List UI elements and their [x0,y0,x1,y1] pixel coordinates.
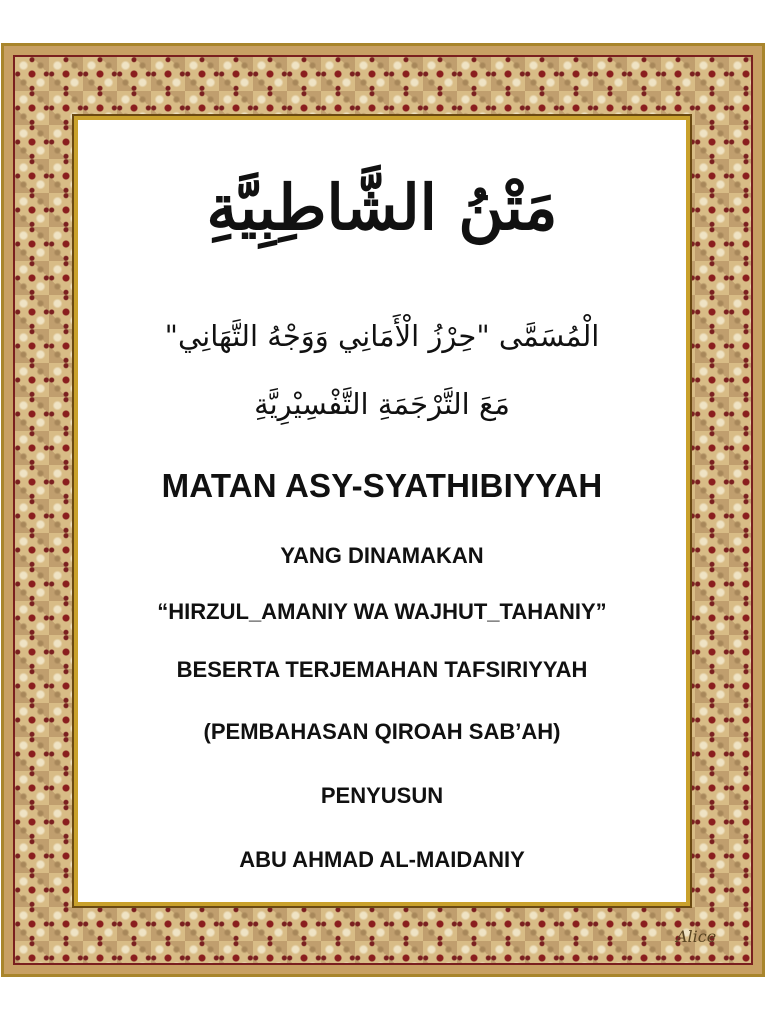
subtitle-line-named: YANG DINAMAKAN [280,543,484,568]
cover-content [78,124,686,900]
subtitle-line-translation: BESERTA TERJEMAHAN TAFSIRIYYAH [176,657,588,682]
latin-title: MATAN ASY-SYATHIBIYYAH [161,467,603,504]
author-label: PENYUSUN [320,783,444,808]
arabic-subtitle-1: الْمُسَمَّى "حِرْزُ الْأَمَانِي وَوَجْهُ التَّهَانِي" [164,319,600,353]
artist-signature: Alice [676,927,717,946]
arabic-subtitle-2: مَعَ التَّرْجَمَةِ التَّفْسِيْرِيَّةِ [254,387,510,421]
author-name: ABU AHMAD AL-MAIDANIY [239,847,525,872]
arabic-title: مَتْنُ الشَّاطِبِيَّةِ [206,171,558,244]
subtitle-line-hirzul: “HIRZUL_AMANIY WA WAJHUT_TAHANIY” [157,599,607,624]
subtitle-line-qiroah: (PEMBAHASAN QIROAH SAB’AH) [203,719,561,744]
